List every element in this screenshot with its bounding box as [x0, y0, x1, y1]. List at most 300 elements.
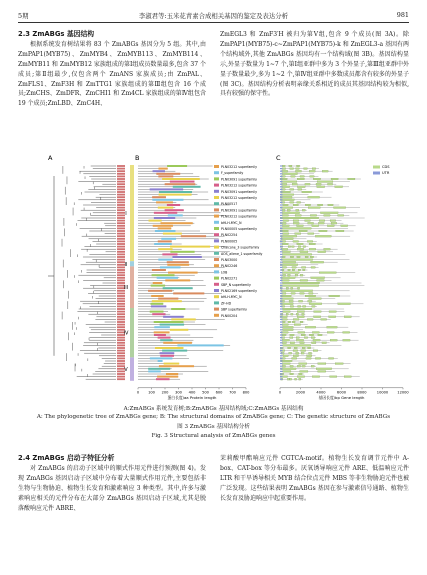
gene-utr: [280, 199, 283, 200]
gene-utr: [280, 345, 283, 346]
protein-domain: [152, 274, 175, 276]
gene-exon: [297, 225, 304, 227]
tree-leaf-label: [117, 186, 125, 188]
gene-exon: [300, 342, 305, 344]
gene-exon: [315, 358, 320, 360]
gene-exon: [302, 209, 305, 211]
axis-c-tick-label: 2000: [295, 390, 306, 395]
gene-exon: [319, 230, 327, 232]
protein-domain: [154, 331, 170, 333]
axis-b-tick-label: 400: [188, 390, 196, 395]
gene-exon: [290, 168, 294, 170]
gene-exon: [303, 246, 306, 248]
gene-exon: [288, 269, 290, 271]
gene-exon: [330, 220, 336, 222]
gene-exon: [303, 306, 306, 308]
gene-exon: [305, 326, 315, 328]
gene-exon: [305, 183, 310, 185]
gene-exon: [296, 337, 299, 339]
gene-utr: [280, 207, 283, 208]
domain-legend-label: PLN02246: [221, 264, 238, 269]
gene-utr: [280, 314, 283, 315]
gene-exon: [300, 280, 308, 282]
gene-utr: [280, 210, 283, 211]
domain-legend-swatch: [214, 184, 219, 187]
gene-exon: [318, 371, 326, 373]
domain-legend-label: bHLH-MYC_N: [221, 295, 242, 300]
section-2-3-paragraph-right: ZmEGL3 和 ZmF3′H 被归为第Ⅴ组,包含 9 个成员(图 3A)。除 ZmPAP1(MYB75)-c~ZmPAP1(MYB75)-k 和 ZmEGL3-a 基因有两个结构域外,其他 ZmABGs 基因均有一个结构域(图 3B)。基因结构显示,外显子数量为 1~7 个,第Ⅰ组亚群中多为 3 个外显子,第Ⅲ组亚群中外显子数量最少,多为 1~2 个,第Ⅳ组亚群中多数成员都含有较多的外显子(图 3C)。基因结构分析表明亲缘关系相近的成员其基因结构较为相似,具有较强的保守性。: [220, 31, 409, 98]
tree-leaf-label: [117, 306, 125, 308]
tree-leaf-label: [117, 345, 125, 347]
protein-domain: [148, 368, 170, 370]
gene-utr: [280, 285, 283, 286]
domain-legend-label: LOB: [221, 270, 228, 275]
protein-domain: [148, 290, 172, 292]
gene-exon: [328, 204, 333, 206]
gene-exon: [317, 186, 325, 188]
section-2-4-paragraph-right: 茉莉酸甲酯响应元件 CGTCA-motif。植物生长发育调节元件中 A-box、CAT-box 等分布最多。厌氧诱导响应元件 ARE、低温响应元件 LTR 和干旱诱导相关 MYB 结合位点元件 MBS 等非生物胁迫元件也被广泛发现。这些结果表明 ZmABGs 基因在参与激素信号通路、植物生长发育及胁迫响应中起重要作用。: [220, 455, 409, 502]
domain-legend-label: PLN03000: [221, 258, 238, 262]
gene-exon: [281, 235, 297, 237]
gene-utr: [280, 197, 283, 198]
gene-utr: [280, 225, 283, 226]
group-label: II: [124, 261, 128, 268]
group-bar: [130, 266, 134, 308]
gene-exon: [319, 272, 336, 274]
gene-utr: [280, 217, 283, 218]
gene-exon: [295, 170, 301, 172]
gene-utr: [280, 301, 283, 302]
protein-domain: [160, 355, 174, 357]
gene-exon: [318, 363, 326, 365]
tree-leaf-label: [117, 282, 125, 284]
gene-exon: [282, 251, 290, 253]
gene-exon: [292, 183, 297, 185]
gene-exon: [280, 285, 318, 287]
gene-exon: [287, 378, 289, 380]
protein-domain: [155, 347, 183, 349]
running-title: 李淑君等:玉米花青素合成相关基因的鉴定及表达分析: [138, 12, 289, 20]
axis-b-tick-label: 0: [136, 390, 140, 395]
gene-exon: [320, 212, 338, 214]
gene-exon: [290, 365, 293, 367]
gene-exon: [289, 165, 292, 167]
gene-exon: [283, 233, 289, 235]
protein-domain: [167, 264, 189, 266]
gene-exon: [283, 261, 296, 263]
gene-exon: [280, 368, 296, 370]
protein-domain: [158, 360, 163, 362]
tree-leaf-label: [117, 256, 125, 258]
protein-domain: [156, 173, 180, 175]
gene-utr: [280, 238, 283, 239]
gene-exon: [302, 191, 312, 193]
gene-exon: [293, 241, 299, 243]
phylogenetic-tree-panel: [48, 165, 125, 380]
tree-leaf-label: [117, 222, 125, 224]
tree-leaf-label: [117, 246, 125, 248]
domain-legend-swatch: [214, 221, 219, 224]
gene-exon: [301, 267, 305, 269]
gene-utr: [280, 236, 283, 237]
gene-exon: [299, 373, 303, 375]
protein-domain: [168, 272, 198, 274]
gene-utr: [280, 303, 283, 304]
gene-utr: [280, 379, 283, 380]
gene-exon: [293, 222, 299, 224]
tree-leaf-label: [117, 352, 125, 354]
gene-exon: [312, 376, 319, 378]
gene-utr: [280, 282, 283, 283]
gene-exon: [292, 321, 295, 323]
gene-exon: [300, 251, 308, 253]
domain-legend-swatch: [214, 202, 219, 205]
gene-exon: [327, 332, 334, 334]
protein-domain: [170, 251, 194, 253]
domain-legend-label: PLN03091 superfamily: [221, 189, 258, 194]
gene-exon: [282, 339, 289, 341]
gene-exon: [330, 339, 337, 341]
gene-exon: [311, 261, 324, 263]
exon-legend-swatch: [373, 166, 380, 169]
gene-exon: [341, 225, 348, 227]
gene-exon: [280, 228, 311, 230]
domain-legend-label: PLN03212 superfamily: [221, 196, 258, 200]
gene-utr: [280, 178, 283, 179]
gene-exon: [309, 293, 313, 295]
tree-leaf-label: [117, 311, 125, 313]
domain-legend-label: SBP_N superfamily: [221, 282, 251, 287]
gene-exon: [282, 170, 288, 172]
protein-domain: [158, 227, 172, 229]
protein-domain: [161, 238, 176, 240]
gene-exon: [348, 178, 355, 180]
protein-domain: [167, 261, 189, 263]
gene-exon: [298, 269, 300, 271]
gene-utr: [280, 295, 283, 296]
gene-utr: [280, 363, 283, 364]
gene-utr: [280, 171, 283, 172]
tree-leaf-label: [117, 337, 125, 339]
gene-exon: [282, 321, 285, 323]
axis-c-tick-label: 0: [278, 390, 282, 395]
protein-domain: [162, 253, 177, 255]
gene-exon: [297, 202, 301, 204]
protein-domain: [158, 337, 171, 339]
gene-exon: [281, 298, 294, 300]
tree-leaf-label: [117, 183, 125, 185]
gene-utr: [280, 334, 283, 335]
gene-exon: [282, 342, 287, 344]
gene-utr: [280, 189, 283, 190]
domain-legend-swatch: [214, 258, 219, 261]
protein-domain: [158, 248, 172, 250]
gene-structure-panel: [279, 165, 409, 400]
domain-legend-swatch: [214, 277, 219, 280]
gene-exon: [299, 363, 307, 365]
gene-exon: [309, 243, 315, 245]
tree-leaf-label: [117, 168, 125, 170]
gene-exon: [281, 194, 294, 196]
gene-exon: [286, 287, 288, 289]
gene-utr: [280, 223, 283, 224]
gene-exon: [309, 248, 316, 250]
gene-utr: [280, 181, 283, 182]
gene-exon: [296, 313, 298, 315]
gene-utr: [280, 186, 283, 187]
protein-domain: [163, 287, 193, 289]
gene-exon: [315, 235, 331, 237]
domain-legend-swatch: [214, 283, 219, 286]
domain-legend-label: Chalcone_3 superfamily: [221, 245, 260, 250]
gene-utr: [280, 173, 283, 174]
gene-exon: [292, 269, 294, 271]
gene-exon: [307, 319, 313, 321]
gene-exon: [312, 225, 319, 227]
gene-exon: [334, 207, 346, 209]
gene-exon: [299, 230, 307, 232]
gene-utr: [280, 311, 283, 312]
gene-utr: [280, 259, 283, 260]
gene-utr: [280, 215, 283, 216]
protein-domain: [171, 308, 185, 310]
protein-domain: [159, 194, 192, 196]
domain-legend-swatch: [214, 233, 219, 236]
gene-exon: [317, 280, 325, 282]
gene-exon: [344, 376, 351, 378]
gene-exon: [309, 298, 322, 300]
gene-exon: [290, 378, 292, 380]
gene-utr: [280, 277, 283, 278]
gene-exon: [314, 311, 321, 313]
gene-exon: [297, 287, 299, 289]
protein-domain: [150, 303, 163, 305]
axis-b-tick-label: 500: [202, 390, 209, 395]
axis-c-tick-label: 8000: [357, 390, 367, 395]
axis-c-tick-label: 12000: [397, 390, 409, 395]
tree-leaf-label: [117, 251, 125, 253]
gene-utr: [280, 168, 283, 169]
gene-exon: [297, 376, 304, 378]
gene-utr: [280, 202, 283, 203]
domain-legend-swatch: [214, 264, 219, 267]
gene-exon: [282, 267, 286, 269]
tree-leaf-label: [117, 209, 125, 211]
gene-exon: [288, 347, 291, 349]
gene-exon: [310, 215, 316, 217]
tree-leaf-label: [117, 308, 125, 310]
protein-domain: [158, 175, 173, 177]
gene-exon: [297, 316, 304, 318]
tree-leaf-label: [117, 355, 125, 357]
section-2-3-right-column: [220, 30, 409, 99]
gene-utr: [280, 249, 283, 250]
gene-exon: [296, 339, 303, 341]
protein-domain: [163, 233, 182, 235]
domain-legend-label: PLN03091 superfamily: [221, 177, 258, 182]
gene-exon: [312, 306, 315, 308]
gene-exon: [316, 183, 321, 185]
protein-domain: [154, 243, 172, 245]
gene-utr: [280, 353, 283, 354]
gene-utr: [280, 246, 283, 247]
gene-utr: [280, 288, 283, 289]
protein-domain: [162, 350, 187, 352]
domain-legend-label: PLN02271: [221, 276, 238, 281]
tree-leaf-label: [117, 189, 125, 191]
gene-exon: [298, 246, 301, 248]
gene-exon: [280, 199, 294, 201]
protein-domain: [158, 168, 167, 170]
gene-exon: [308, 347, 311, 349]
protein-domain: [158, 207, 173, 209]
gene-exon: [303, 269, 305, 271]
gene-exon: [281, 290, 313, 292]
tree-leaf-label: [117, 259, 125, 261]
gene-exon: [302, 347, 305, 349]
domain-legend-label: PLN03212 superfamily: [221, 183, 258, 188]
gene-exon: [297, 256, 300, 258]
protein-domain: [157, 277, 178, 279]
protein-domain: [148, 370, 161, 372]
gene-exon: [294, 347, 297, 349]
domain-legend-label: PLN03091 superfamily: [221, 208, 258, 213]
gene-exon: [301, 352, 304, 354]
tree-leaf-label: [117, 215, 125, 217]
protein-domain: [154, 334, 166, 336]
gene-exon: [290, 256, 293, 258]
gene-exon: [311, 365, 314, 367]
gene-utr: [280, 269, 283, 270]
figure-3: [18, 152, 409, 407]
gene-exon: [309, 170, 315, 172]
gene-exon: [301, 350, 306, 352]
gene-exon: [294, 324, 300, 326]
tree-leaf-label: [117, 324, 125, 326]
gene-utr: [280, 360, 283, 361]
gene-exon: [283, 371, 291, 373]
domain-legend-label: PLN00005 superfamily: [221, 227, 258, 231]
gene-exon: [338, 303, 351, 305]
domain-legend-label: AOS_allene_1 superfamily: [221, 251, 263, 256]
tree-leaf-label: [117, 254, 125, 256]
panel-label-b: B: [135, 154, 140, 162]
gene-exon: [296, 168, 300, 170]
gene-exon: [313, 350, 318, 352]
domain-legend-swatch: [214, 190, 219, 193]
gene-exon: [335, 186, 343, 188]
protein-domain: [156, 201, 173, 203]
gene-utr: [280, 251, 283, 252]
tree-leaf-label: [117, 230, 125, 232]
gene-exon: [297, 178, 304, 180]
tree-leaf-label: [117, 194, 125, 196]
tree-leaf-label: [117, 238, 125, 240]
gene-exon: [331, 178, 338, 180]
gene-exon: [300, 321, 303, 323]
gene-exon: [307, 241, 313, 243]
gene-exon: [283, 274, 286, 276]
gene-exon: [282, 365, 285, 367]
protein-domain: [153, 225, 173, 227]
tree-leaf-label: [117, 277, 125, 279]
axis-b-tick-label: 700: [229, 390, 236, 395]
exon-legend-label: CDS: [382, 165, 390, 169]
gene-exon: [329, 295, 340, 297]
gene-exon: [324, 248, 331, 250]
protein-domain: [173, 186, 201, 188]
gene-exon: [322, 342, 327, 344]
group-label: IV: [123, 330, 129, 337]
gene-exon: [283, 355, 288, 357]
gene-utr: [280, 241, 283, 242]
gene-exon: [283, 308, 312, 310]
domain-legend-label: PLN02169 superfamily: [221, 289, 258, 293]
gene-exon: [313, 316, 320, 318]
gene-utr: [280, 191, 283, 192]
tree-leaf-label: [117, 280, 125, 282]
protein-domain: [159, 191, 192, 193]
gene-exon: [300, 293, 304, 295]
tree-leaf-label: [117, 228, 125, 230]
gene-exon: [318, 222, 324, 224]
gene-exon: [343, 339, 350, 341]
gene-utr: [280, 342, 283, 343]
group-bar: [130, 357, 134, 380]
gene-exon: [318, 251, 326, 253]
gene-utr: [280, 347, 283, 348]
gene-exon: [283, 204, 288, 206]
gene-exon: [282, 272, 299, 274]
tree-leaf-label: [117, 191, 125, 193]
protein-domain-panel: [124, 165, 263, 400]
gene-exon: [290, 202, 294, 204]
protein-domain: [150, 311, 164, 313]
gene-exon: [282, 282, 319, 284]
protein-domain: [165, 279, 190, 281]
gene-exon: [324, 215, 330, 217]
protein-domain: [165, 183, 196, 185]
gene-exon: [295, 215, 301, 217]
domain-legend-label: PLN00204: [221, 313, 238, 318]
gene-exon: [302, 313, 304, 315]
protein-domain: [170, 181, 195, 183]
gene-exon: [328, 183, 333, 185]
gene-exon: [291, 287, 293, 289]
gene-exon: [282, 173, 297, 175]
gene-exon: [299, 300, 303, 302]
tree-leaf-label: [117, 378, 125, 380]
exon-legend-label: UTR: [382, 171, 390, 175]
gene-exon: [298, 332, 305, 334]
gene-exon: [292, 358, 297, 360]
gene-exon: [280, 264, 297, 266]
group-bar: [130, 165, 134, 261]
gene-exon: [290, 342, 295, 344]
gene-utr: [280, 272, 283, 273]
tree-leaf-label: [117, 293, 125, 295]
gene-exon: [291, 293, 295, 295]
tree-leaf-label: [117, 347, 125, 349]
gene-exon: [296, 209, 299, 211]
group-label: III: [123, 285, 129, 292]
gene-utr: [280, 204, 283, 205]
tree-leaf-label: [117, 303, 125, 305]
gene-exon: [344, 316, 351, 318]
protein-domain: [163, 342, 192, 344]
domain-legend-swatch: [214, 270, 219, 273]
gene-exon: [283, 329, 293, 331]
